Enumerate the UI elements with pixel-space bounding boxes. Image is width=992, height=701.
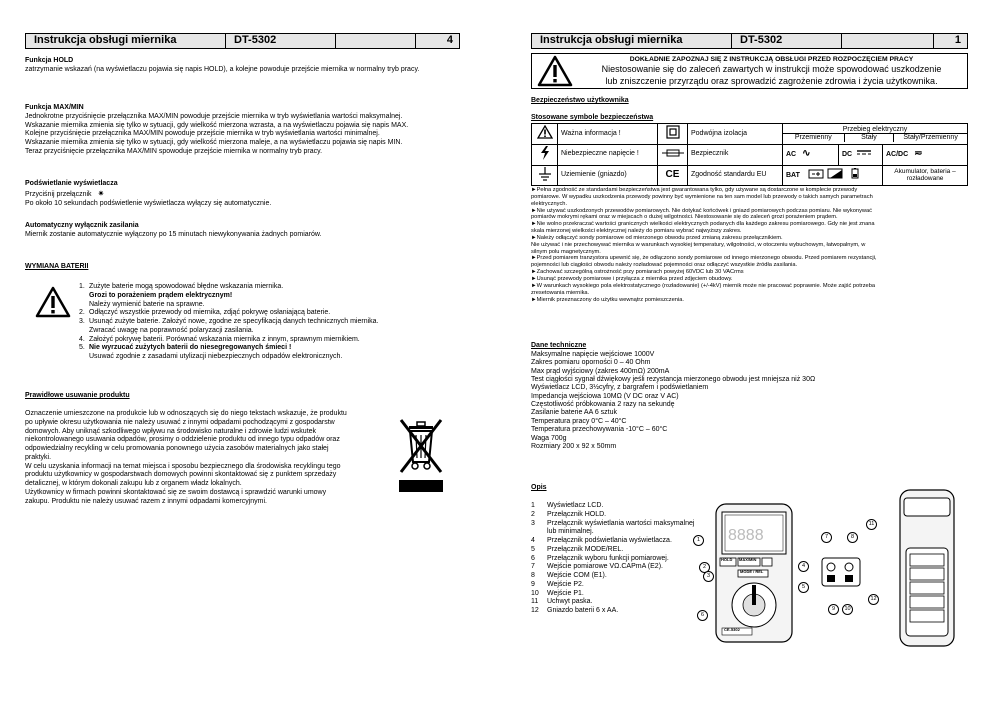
header-page-number: 1 xyxy=(954,34,961,47)
sun-icon: ✷ xyxy=(97,188,105,198)
ac-wave-icon: ∿ xyxy=(802,148,811,160)
battery-step: 5. Nie wyrzucać zużytych baterii do niesegregowanych śmieci ! Usuwać zgodnie z zasadami utylizacji niebezpiecznych odpadów elektronicznych. xyxy=(79,344,343,360)
right-page xyxy=(531,0,968,701)
warning-symbol-icon xyxy=(532,124,558,145)
acdc-label: AC/DC xyxy=(886,151,909,159)
header-model: DT-5302 xyxy=(226,34,336,48)
brand-label: CE-5302 xyxy=(724,627,740,632)
current-header: Stały/Przemienny xyxy=(903,133,958,141)
hold-section xyxy=(25,57,460,75)
hold-title: Funkcja HOLD xyxy=(25,57,74,64)
header-blank xyxy=(336,34,416,48)
backlight-section xyxy=(25,180,460,208)
callout-5: 5 xyxy=(798,582,809,593)
battery-step: 3. Usunąć zużyte baterie. Założyć nowe, zgodne ze specyfikacją danych technicznych miernika. Zwracać uwagę na poprawność polaryzacji zasilania. xyxy=(79,318,379,334)
maxmin-line: Jednokrotne przyciśnięcie przełącznika MAX/MIN powoduje przejście miernika w tryb wyświetlania wartości maksymalnej. xyxy=(25,112,403,120)
battery-steps xyxy=(79,283,459,362)
disposal-text: Oznaczenie umieszczone na produkcie lub w odnoszących się do niego tekstach wskazuje, że produktu po upływie okresu użytkowania nie należy usuwać z innymi odpadami pochodzącymi z gospodarstw domowych. Aby uniknąć szkodliwego wpływu na środowisko naturalne i zdrowie ludzi wskutek niekontrolowanego usuwania odpadów, prosimy o oddzielenie produktu od innego typu odpadów oraz odpowiedzialny recykling w celu promowania ponownego użycia zasobów materialnych jako stałej praktyki. W celu uzyskania informacji na temat miejsca i sposobu bezpiecznego dla środowiska recyklingu tego produktu użytkownicy w gospodarstwach domowych powinni skontaktować się z punktem sprzedaży detalicznej, w którym dokonali zakupu lub z organem władz lokalnych. Użytkownicy w firmach powinni skontaktować się ze swoim dostawcą i sprawdzić warunki umowy zakupu. Produktu nie należy usuwać razem z innymi odpadami komercyjnymi. xyxy=(25,410,347,505)
input-jacks-illustration xyxy=(821,557,861,587)
meter-front-illustration xyxy=(714,502,794,644)
list-item: 7 Wejście pomiarowe VΩ.CAPmA (E2). xyxy=(531,563,663,571)
battery-icons xyxy=(808,168,864,183)
autooff-text: Miernik zostanie automatycznie wyłączony po 15 minutach niewykonywania żadnych pomiarów. xyxy=(25,230,322,238)
callout-1: 1 xyxy=(693,535,704,546)
battery-step: 1. Zużyte baterie mogą spowodować błędne wskazania miernika. Grozi to porażeniem prądem elektrycznym! Należy wymienić baterie na sprawne. xyxy=(79,283,284,308)
warning-line: Niestosowanie się do zaleceń zawartych w instrukcji może spowodować uszkodzenie xyxy=(601,64,942,75)
backlight-line: Po około 10 sekundach podświetlenie wyświetlacza wyłączy się automatycznie. xyxy=(25,199,272,207)
backlight-title: Podświetlanie wyświetlacza xyxy=(25,180,118,187)
opis-list xyxy=(531,502,701,616)
maxmin-button-label: MAX/MIN xyxy=(739,557,757,562)
callout-8: 8 xyxy=(847,532,858,543)
list-item: 2 Przełącznik HOLD. xyxy=(531,510,607,518)
current-title: Przebieg elektryczny xyxy=(783,126,967,134)
callout-3: 3 xyxy=(703,571,714,582)
weee-bin-icon xyxy=(395,414,447,498)
maxmin-line: Wskazanie miernika zmienia się tylko w sytuacji, gdy wielkość mierzona wzrasta, a na wyświetlaczu pojawia się napis MAX. xyxy=(25,121,409,129)
ce-mark-icon: CE xyxy=(658,165,688,186)
callout-4: 4 xyxy=(798,561,809,572)
symbols-title: Stosowane symbole bezpieczeństwa xyxy=(531,114,654,121)
safety-rules: ►Pełna zgodność ze standardami bezpieczeństwa jest gwarantowana tylko, gdy używane są dostarczone w komplecie przewody pomiarowe. W wypadku uszkodzenia przewody powinny być wymienione na ten sam model lub przewody o takich samych parametrach elektrycznych. ►Nie używać uszkodzonych przewodów pomiarowych. Nie dotykać końcówek i gniazd pomiarowych podczas pomiaru. Nie wykonywać pomiarów mokrymi rękami oraz w miejscach o dużej wilgotności. Niestosowanie się do zaleceń grozi porażeniem prądem. ►Nie wolno przekraczać wartości granicznych wielkości elektrycznych podanych dla każdego zakresu pomiarowego. Gdy nie jest znana skala mierzonej wielkości elektrycznej należy do pomiaru wybrać najwyższy zakres. ►Należy odłączyć sondy pomiarowe od mierzonego obwodu przed zmianą zakresu przełącznikiem. Nie używać i nie przechowywać miernika w warunkach wysokiej temperatury, wilgotności, w otoczeniu wybuchowym, łatwopalnym, w silnym polu magnetycznym. ►Przed pomiarem tranzystora upewnić się, że odłączono sondy pomiarowe od innego mierzonego obwodu. Przed pomiarem rezystancji, pojemności lub ciągłości obwodu należy rozładować pojemności oraz odłączyć wszystkie źródła zasilania. ►Zachować szczególną ostrożność przy pomiarach powyżej 60VDC lub 30 VACrms ►Usunąć przewody pomiarowe i przyłącza z miernika przed zdjęciem obudowy. ►W warunkach wysokiego pola elektrostatycznego (rozładowanie) (+/-4kV) miernik może nie pracować poprawnie. Może zajść potrzeba zresetowania miernika. ►Miernik przeznaczony do użytku wewnątrz pomieszczenia. xyxy=(531,187,877,303)
left-page xyxy=(25,0,460,701)
acdc-wave-icon: ≂ xyxy=(914,148,923,160)
backlight-line: Przyciśnij przełącznik ✷ xyxy=(25,188,105,198)
warning-box xyxy=(531,53,968,89)
ac-label: AC xyxy=(786,151,797,159)
maxmin-line: Wskazanie miernika zmienia się tylko w sytuacji, gdy wielkość mierzona maleje, a na wyświetlaczu pojawia się napis MIN. xyxy=(25,139,403,146)
symbol-label: Bezpiecznik xyxy=(688,144,783,165)
battery-section xyxy=(25,263,460,272)
current-header: Przemienny xyxy=(783,134,845,142)
header-model: DT-5302 xyxy=(732,34,842,48)
fuse-icon xyxy=(658,144,688,165)
callout-7: 7 xyxy=(821,532,832,543)
list-item: 1 Wyświetlacz LCD. xyxy=(531,502,604,509)
list-item: 6 Przełącznik wyboru funkcji pomiarowej. xyxy=(531,554,669,562)
list-item: 8 Wejście COM (E1). xyxy=(531,572,607,579)
hold-text: zatrzymanie wskazań (na wyświetlaczu pojawia się napis HOLD), a kolejne powoduje przejście miernika w normalny tryb pracy. xyxy=(25,65,420,73)
hold-button-label: HOLD xyxy=(721,557,733,562)
battery-step: 4. Założyć pokrywę baterii. Porównać wskazania miernika z innym, sprawnym miernikiem. xyxy=(79,335,360,343)
bat-label: BAT xyxy=(786,172,800,180)
header-title: Instrukcja obsługi miernika xyxy=(26,34,226,48)
list-item: 9 Wejście P2. xyxy=(531,580,584,588)
disposal-title: Prawidłowe usuwanie produktu xyxy=(25,392,130,399)
list-item: 3 Przełącznik wyświetlania wartości maksymalnej lub minimalnej. xyxy=(531,519,695,536)
callout-11: 11 xyxy=(866,519,877,530)
header-title: Instrukcja obsługi miernika xyxy=(532,34,732,48)
list-item: 11 Uchwyt paska. xyxy=(531,598,593,606)
warning-line: lub zniszczenie przyrządu oraz sprowadzić zagrożenie zdrowia i życia użytkownika. xyxy=(605,75,938,86)
list-item: 4 Przełącznik podświetlania wyświetlacza. xyxy=(531,537,672,544)
list-item: 12 Gniazdo baterii 6 x AA. xyxy=(531,607,619,614)
specs-title: Dane techniczne xyxy=(531,342,587,349)
callout-9: 9 xyxy=(828,604,839,615)
symbol-label: Zgodność standardu EU xyxy=(688,165,783,186)
symbol-label: Podwójna izolacja xyxy=(688,124,783,145)
page-header xyxy=(531,33,968,49)
maxmin-title: Funkcja MAX/MIN xyxy=(25,104,84,111)
callout-6: 6 xyxy=(697,610,708,621)
list-item: 5 Przełącznik MODE/REL. xyxy=(531,545,624,553)
ground-icon xyxy=(532,165,558,186)
symbols-table xyxy=(531,123,968,186)
lightning-icon xyxy=(532,144,558,165)
svg-text:8888: 8888 xyxy=(728,527,764,544)
dc-line-icon xyxy=(857,149,871,160)
warning-heading: DOKŁADNIE ZAPOZNAJ SIĘ Z INSTRUKCJĄ OBSŁUGI PRZED ROZPOCZĘCIEM PRACY xyxy=(629,56,914,63)
mode-button-label: MODE / REL xyxy=(740,569,764,574)
meter-back-illustration xyxy=(896,488,958,648)
header-blank xyxy=(842,34,934,48)
warning-triangle-icon xyxy=(537,55,573,87)
battery-title: WYMIANA BATERII xyxy=(25,263,89,270)
opis-title: Opis xyxy=(531,484,547,491)
callout-10: 10 xyxy=(842,604,853,615)
symbol-label: Ważna informacja ! xyxy=(558,124,658,145)
callout-2: 2 xyxy=(699,562,710,573)
battery-step: 2. Odłączyć wszystkie przewody od miernika, zdjąć pokrywę osłaniającą baterie. xyxy=(79,309,331,317)
warning-triangle-icon xyxy=(35,286,71,318)
disposal-section xyxy=(25,392,460,401)
current-header: Stały xyxy=(845,134,895,142)
specs-section: Dane techniczne Maksymalne napięcie wejściowe 1000V Zakres pomiaru oporności 0 – 40 Ohm Max prąd wyjściowy (zakres 400mΩ) 200mA Test ciągłości sygnał dźwiękowy jeśli rezystancja mierzonego obwodu jest mniejsza niż 30Ω Wyświetlacz LCD, 3½cyfry, z bargrafem i podświetlaniem Impedancja wejściowa 10MΩ (V DC oraz V AC) Częstotliwość próbkowania 2 razy na sekundę Zasilanie baterie AA 6 sztuk Temperatura pracy 0°C – 40°C Temperatura przechowywania -10°C – 60°C Waga 700g Rozmiary 200 x 92 x 50mm xyxy=(531,342,968,451)
autooff-title: Automatyczny wyłącznik zasilania xyxy=(25,222,139,229)
bat-description: Akumulator, bateria – rozładowane xyxy=(883,165,968,186)
callout-12: 12 xyxy=(868,594,879,605)
safety-title: Bezpieczeństwo użytkownika xyxy=(531,97,629,104)
page-header xyxy=(25,33,460,49)
double-insulation-icon xyxy=(658,124,688,145)
symbol-label: Uziemienie (gniazdo) xyxy=(558,165,658,186)
list-item: 10 Wejście P1. xyxy=(531,589,584,597)
maxmin-line: Teraz przyciśnięcie przełącznika MAX/MIN spowoduje przejście miernika w normalny tryb pracy. xyxy=(25,147,323,155)
autooff-section xyxy=(25,222,460,240)
maxmin-line: Kolejne przyciśnięcie przełącznika MAX/MIN powoduje przejście miernika w tryb wyświetlania wartości minimalnej. xyxy=(25,130,380,138)
symbol-label: Niebezpieczne napięcie ! xyxy=(558,144,658,165)
dc-label: DC xyxy=(842,151,853,159)
header-page-number: 4 xyxy=(446,34,453,47)
maxmin-section xyxy=(25,104,460,157)
